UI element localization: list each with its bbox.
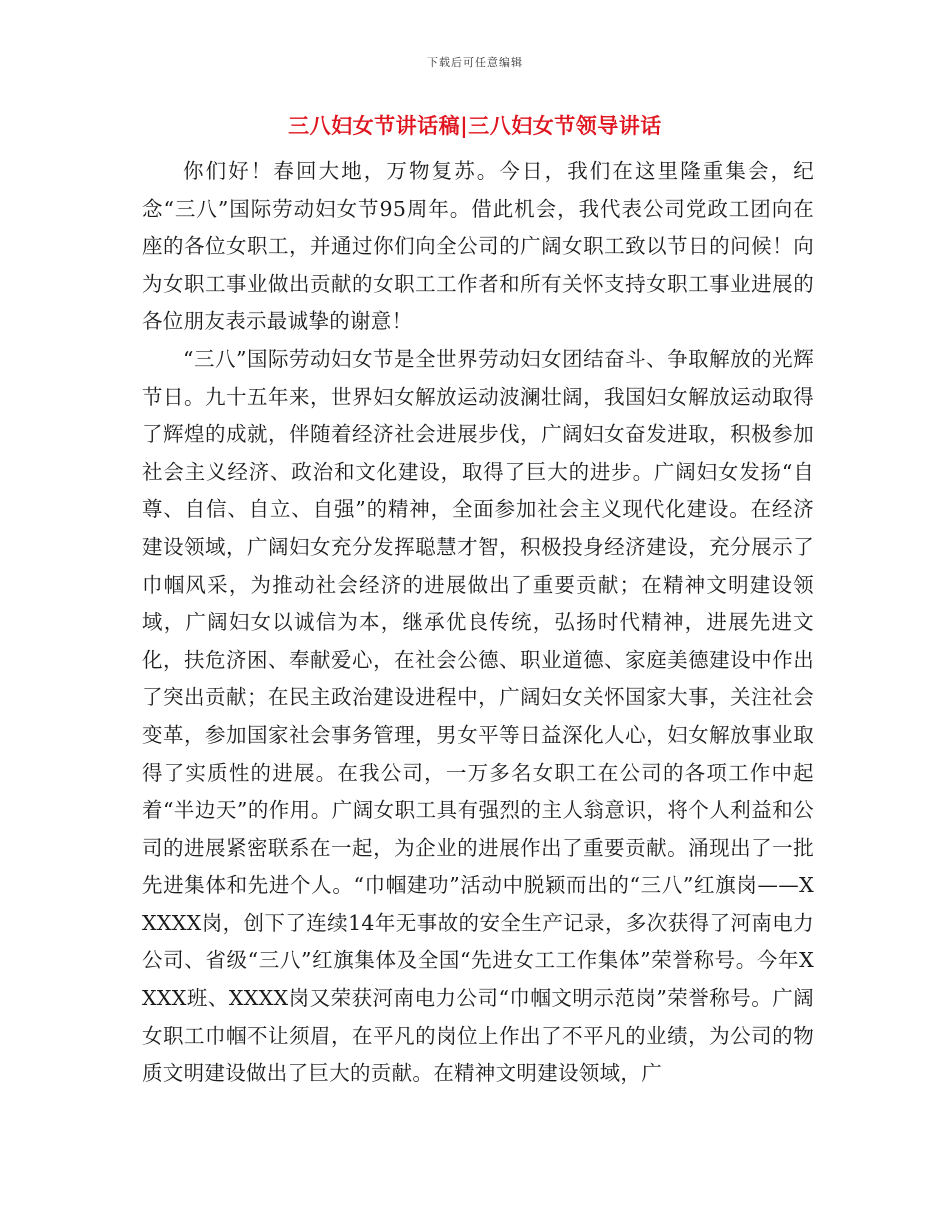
document-body xyxy=(142,153,814,1093)
document-title: 三八妇女节讲话稿|三八妇女节领导讲话 xyxy=(288,113,662,138)
paragraph-greeting: 你们好！春回大地，万物复苏。今日，我们在这里隆重集会，纪念“三八”国际劳动妇女节95周年。借此机会，我代表公司党政工团向在座的各位女职工，并通过你们向全公司的广阔女职工致以节日的问候！向为女职工事业做出贡献的女职工工作者和所有关怀支持女职工事业进展的各位朋友表示最诚挚的谢意！ xyxy=(142,159,814,334)
page-header-note: 下载后可任意编辑 xyxy=(427,56,523,69)
paragraph-history: “三八”国际劳动妇女节是全世界劳动妇女团结奋斗、争取解放的光辉节日。九十五年来，世界妇女解放运动波澜壮阔，我国妇女解放运动取得了辉煌的成就，伴随着经济社会进展步伐，广阔妇女奋发进取，积极参加社会主义经济、政治和文化建设，取得了巨大的进步。广阔妇女发扬“自尊、自信、自立、自强”的精神，全面参加社会主义现代化建设。在经济建设领域，广阔妇女充分发挥聪慧才智，积极投身经济建设，充分展示了巾帼风采，为推动社会经济的进展做出了重要贡献；在精神文明建设领域，广阔妇女以诚信为本，继承优良传统，弘扬时代精神，进展先进文化，扶危济困、奉献爱心，在社会公德、职业道德、家庭美德建设中作出了突出贡献；在民主政治建设进程中，广阔妇女关怀国家大事，关注社会变革，参加国家社会事务管理，男女平等日益深化人心，妇女解放事业取得了实质性的进展。在我公司，一万多名女职工在公司的各项工作中起着“半边天”的作用。广阔女职工具有强烈的主人翁意识，将个人利益和公司的进展紧密联系在一起，为企业的进展作出了重要贡献。涌现出了一批先进集体和先进个人。“巾帼建功”活动中脱颖而出的“三八”红旗岗——XXXXX岗，创下了连续14年无事故的安全生产记录，多次获得了河南电力公司、省级“三八”红旗集体及全国“先进女工工作集体”荣誉称号。今年XXXX班、XXXX岗又荣获河南电力公司“巾帼文明示范岗”荣誉称号。广阔女职工巾帼不让须眉，在平凡的岗位上作出了不平凡的业绩，为公司的物质文明建设做出了巨大的贡献。在精神文明建设领域，广 xyxy=(142,346,814,1086)
